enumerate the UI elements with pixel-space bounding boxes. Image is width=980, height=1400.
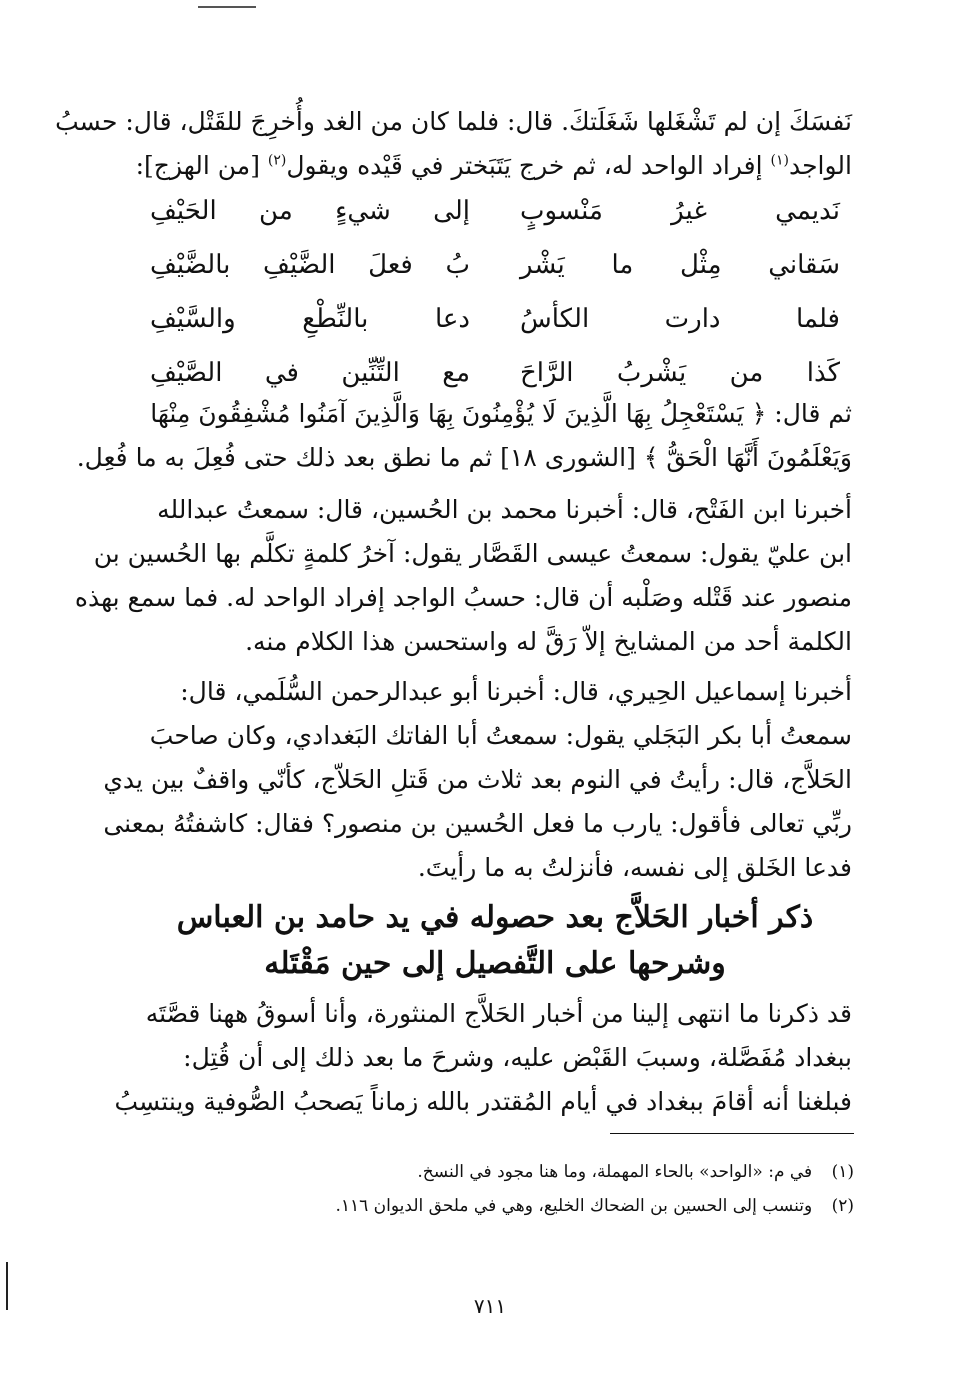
text-line: ثم قال: ﴿ يَسْتَعْجِلُ بِهَا الَّذِينَ لَا يُؤْمِنُونَ بِهَا وَالَّذِينَ آمَنُوا مُشْفِقُونَ مِنْهَا xyxy=(150,399,852,428)
text-segment: الواجد xyxy=(788,151,852,180)
verse-second-hemistich: مع التِّنِّين في الصَّيْفِ xyxy=(150,358,470,388)
text-line: الكلمة أحد من المشايخ إلاّ رَقَّ له واستحسن هذا الكلام منه. xyxy=(245,627,852,656)
text-line: ببغداد مُفَصَّلة، وسببَ القَبْض عليه، وشرحَ ما بعد ذلك إلى أن قُتِل: xyxy=(183,1043,852,1072)
paragraph-5 xyxy=(114,992,852,1124)
heading-line: وشرحها على التَّفصيل إلى حين مَقْتَله xyxy=(264,946,726,981)
paragraph-2 xyxy=(76,392,852,480)
verse-second-hemistich: بُ فعلَ الضَّيْفِ بالضَّيْفِ xyxy=(150,250,470,280)
top-edge-rule xyxy=(198,6,256,8)
text-line: قد ذكرنا ما انتهى إلينا من أخبار الحَلاَّج المنثورة، وأنا أسوقُ ههنا قصَّتَه xyxy=(145,999,852,1028)
footnote xyxy=(150,1155,854,1189)
paragraph-1 xyxy=(55,100,852,188)
text-line: منصور عند قَتْله وصَلْبه أن قال: حسبُ الواجد إفراد الواحد له. فما سمع بهذه xyxy=(74,583,852,612)
footnote-separator xyxy=(610,1133,854,1134)
verse-second-hemistich: إلى شيءٍ من الحَيْفِ xyxy=(150,196,470,226)
paragraph-4 xyxy=(103,670,852,890)
verse-first-hemistich: فلما دارت الكأسُ xyxy=(520,304,840,334)
scan-margin-mark xyxy=(6,1262,8,1310)
poem-verses xyxy=(150,196,840,412)
text-line xyxy=(130,144,852,188)
text-line: ابن عليّ يقول: سمعتُ عيسى القَصَّار يقول: آخرُ كلمةٍ تكلَّم بها الحُسين بن xyxy=(93,539,852,568)
footnote-text: في م: «الواحد» بالحاء المهملة، وما هنا مجود في النسخ. xyxy=(417,1162,813,1182)
verse-line xyxy=(150,196,840,250)
text-line: فدعا الخَلق إلى نفسه، فأنزلتُ به ما رأيتَ. xyxy=(417,853,852,882)
text-segment: إفراد الواحد له، ثم خرج يَتَبَختر في قَيْده ويقول xyxy=(286,151,771,180)
footnote xyxy=(150,1189,854,1223)
footnote-number: (٢) xyxy=(831,1196,854,1216)
text-line: وَيَعْلَمُونَ أَنَّهَا الْحَقُّ ﴾ [الشورى ١٨] ثم ما نطق بعد ذلك حتى فُعِلَ به ما فُعِل. xyxy=(76,443,852,472)
text-segment: [من الهزج]: xyxy=(135,151,268,180)
text-line: أخبرنا ابن الفَتْح، قال: أخبرنا محمد بن الحُسين، قال: سمعتُ عبدالله xyxy=(157,495,852,524)
verse-second-hemistich: دعا بالنِّطْعِ والسَّيْفِ xyxy=(150,304,470,334)
footnotes xyxy=(150,1155,854,1223)
paragraph-3 xyxy=(74,488,852,664)
text-line: فبلغنا أنه أقامَ ببغداد في أيام المُقتدر بالله زماناً يَصحبُ الصُّوفية وينتسِبُ xyxy=(114,1087,852,1116)
text-line: الحَلاَّج، قال: رأيتُ في النوم بعد ثلاث من قَتلِ الحَلاّج، كأنّي واقفٌ بين يدي xyxy=(103,765,852,794)
text-line: ربِّي تعالى فأقول: يارب ما فعل الحُسين بن منصور؟ فقال: كاشفتُهُ بمعنى xyxy=(103,809,852,838)
verse-line xyxy=(150,304,840,358)
footnote-text: وتنسب إلى الحسين بن الضحاك الخليع، وهي في ملحق الديوان ١١٦. xyxy=(335,1196,813,1216)
verse-first-hemistich: نَديمي غيرُ مَنْسوبٍ xyxy=(520,196,840,226)
verse-line xyxy=(150,250,840,304)
footnote-number: (١) xyxy=(831,1162,854,1182)
footnote-marker: (٢) xyxy=(267,152,287,169)
verse-first-hemistich: كَذا من يَشْربُ الرَّاحَ xyxy=(520,358,840,388)
verse-first-hemistich: سَقاني مِثْل ما يَشْر xyxy=(520,250,840,280)
section-heading xyxy=(150,895,840,987)
page-number: ٧١١ xyxy=(473,1294,507,1318)
footnote-marker: (١) xyxy=(770,152,789,169)
text-line: أخبرنا إسماعيل الحِيري، قال: أخبرنا أبو عبدالرحمن السُّلَمي، قال: xyxy=(180,677,852,706)
text-line: نَفسَكَ إن لم تَشْغَلها شَغَلَتكَ. قال: فلما كان من الغد وأُخرِجَ للقَتْل، قال: حسبُ xyxy=(55,107,852,136)
text-line: سمعتُ أبا بكر البَجَلي يقول: سمعتُ أبا الفاتك البَغدادي، وكان صاحبَ xyxy=(149,721,852,750)
heading-line: ذكر أخبار الحَلاَّج بعد حصوله في يد حامد بن العباس xyxy=(176,900,814,935)
